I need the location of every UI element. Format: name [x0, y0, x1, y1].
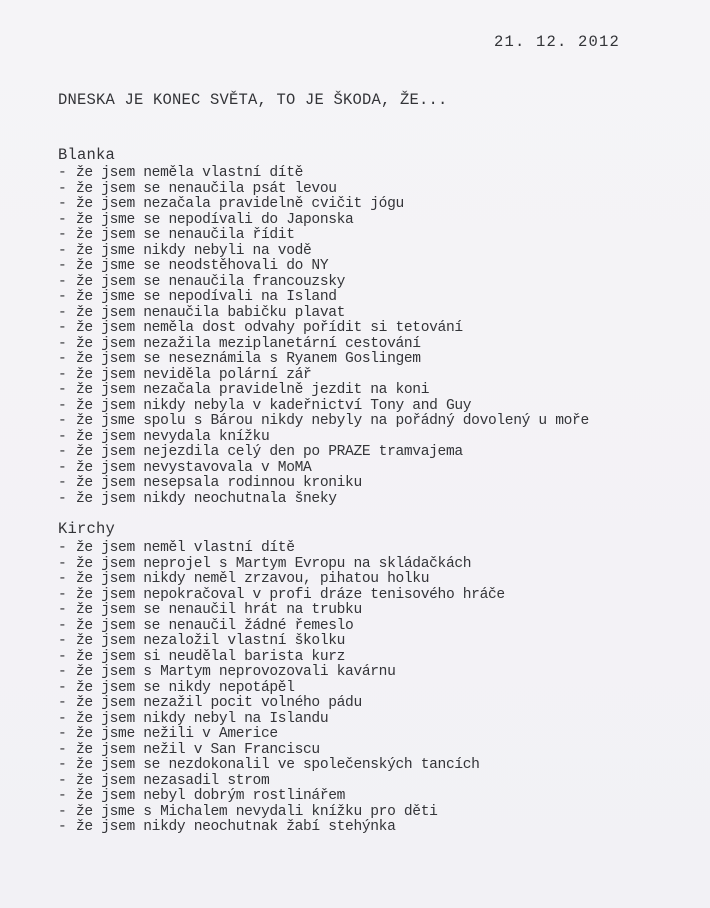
list-item: - že jsem nenaučila babičku plavat — [58, 304, 346, 321]
list-item: - že jsem nesepsala rodinnou kroniku — [58, 475, 362, 491]
list-item: - že jsem se nenaučila řídit — [58, 227, 295, 243]
list-item: - že jsem nezačala pravidelně jezdit na koni — [58, 382, 430, 398]
list-item: - že jsem se nezdokonalil ve společenských tancích — [58, 757, 480, 773]
list-item: - že jsem nezažila meziplanetární cestování — [58, 335, 421, 352]
list-item: - že jsem se nenaučila psát levou — [58, 180, 337, 197]
list-item: - že jsme nežili v Americe — [58, 726, 278, 742]
list-item: - že jsem neprojel s Martym Evropu na skládačkách — [58, 555, 472, 572]
list-item: - že jsem neměla vlastní dítě — [58, 165, 304, 181]
list-item: - že jsem nikdy nebyla v kadeřnictví Tony and Guy — [58, 397, 472, 414]
date: 21. 12. 2012 — [494, 33, 621, 51]
list-item: - že jsme se neodstěhovali do NY — [58, 258, 329, 274]
list-item: - že jsem nezažil pocit volného pádu — [58, 695, 362, 711]
section-list-blanka — [58, 166, 589, 507]
section-name-blanka: Blanka — [58, 146, 116, 164]
list-item: - že jsem s Martym neprovozovali kavárnu — [58, 664, 396, 680]
list-item: - že jsem nejezdila celý den po PRAZE tramvajema — [58, 444, 463, 460]
list-item: - že jsme se nepodívali na Island — [58, 289, 337, 305]
list-item: - že jsem se nikdy nepotápěl — [58, 679, 295, 696]
list-item: - že jsme nikdy nebyli na vodě — [58, 242, 312, 259]
list-item: - že jsem se nenaučil žádné řemeslo — [58, 617, 354, 634]
list-item: - že jsem se neseznámila s Ryanem Goslingem — [58, 351, 421, 367]
page-heading: DNESKA JE KONEC SVĚTA, TO JE ŠKODA, ŽE... — [58, 91, 448, 109]
list-item: - že jsem neviděla polární zář — [58, 366, 312, 383]
list-item: - že jsem neměl vlastní dítě — [58, 540, 295, 556]
list-item: - že jsem nevystavovala v MoMA — [58, 459, 312, 476]
list-item: - že jsem nikdy neochutnala šneky — [58, 490, 337, 507]
list-item: - že jsem nikdy neochutnak žabí stehýnka — [58, 819, 396, 835]
list-item: - že jsem neměla dost odvahy pořídit si tetování — [58, 320, 463, 336]
list-item: - že jsme s Michalem nevydali knížku pro děti — [58, 803, 438, 820]
list-item: - že jsem nebyl dobrým rostlinářem — [58, 788, 346, 804]
list-item: - že jsem nezaložil vlastní školku — [58, 633, 346, 649]
list-item: - že jsem nepokračoval v profi dráze tenisového hráče — [58, 586, 505, 603]
list-item: - že jsem nežil v San Franciscu — [58, 741, 320, 758]
list-item: - že jsem si neudělal barista kurz — [58, 648, 346, 665]
list-item: - že jsem nezačala pravidelně cvičit jógu — [58, 196, 404, 212]
list-item: - že jsem se nenaučil hrát na trubku — [58, 602, 362, 618]
list-item: - že jsem se nenaučila francouzsky — [58, 273, 346, 290]
section-list-kirchy — [58, 541, 505, 836]
list-item: - že jsem nezasadil strom — [58, 772, 270, 789]
list-item: - že jsem nikdy neměl zrzavou, pihatou holku — [58, 571, 430, 587]
list-item: - že jsme spolu s Bárou nikdy nebyly na pořádný dovolený u moře — [58, 413, 589, 429]
section-name-kirchy: Kirchy — [58, 520, 116, 538]
list-item: - že jsem nevydala knížku — [58, 428, 270, 445]
list-item: - že jsme se nepodívali do Japonska — [58, 211, 354, 228]
list-item: - že jsem nikdy nebyl na Islandu — [58, 710, 329, 727]
